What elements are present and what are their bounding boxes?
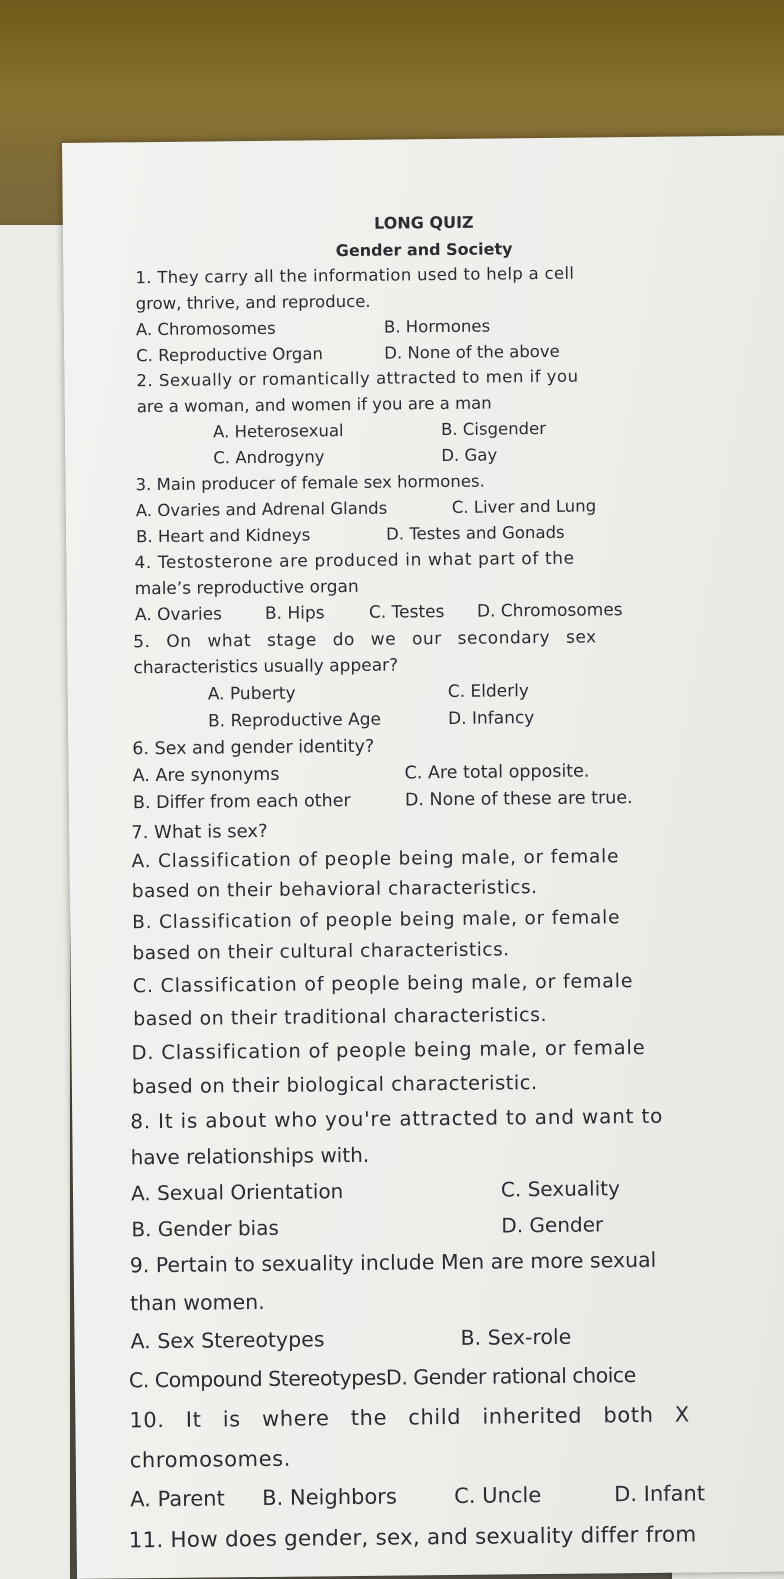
choice-5b: B. Reproductive Age bbox=[207, 709, 382, 732]
choice-3b: B. Heart and Kidneys bbox=[136, 525, 311, 547]
question-1-line-2: grow, thrive, and reproduce. bbox=[135, 291, 371, 314]
choice-5c: C. Elderly bbox=[447, 681, 530, 702]
choice-7b-line-1: B. Classification of people being male, or female bbox=[132, 907, 621, 934]
choice-4a: A. Ovaries bbox=[134, 604, 223, 626]
question-5-line-1: 5. On what stage do we our secondary sex bbox=[133, 627, 597, 653]
choice-9a: A. Sex Stereotypes bbox=[130, 1327, 325, 1354]
choice-8c: C. Sexuality bbox=[500, 1176, 620, 1202]
choice-1c: C. Reproductive Organ bbox=[136, 344, 323, 366]
choice-1a: A. Chromosomes bbox=[135, 318, 276, 340]
question-6-line-1: 6. Sex and gender identity? bbox=[132, 736, 375, 760]
choice-2b: B. Cisgender bbox=[440, 418, 547, 440]
choice-4d: D. Chromosomes bbox=[476, 600, 623, 622]
choice-8a: A. Sexual Orientation bbox=[130, 1179, 344, 1206]
choice-2d: D. Gay bbox=[441, 445, 498, 466]
choice-4c: C. Testes bbox=[368, 602, 445, 623]
choice-1d: D. None of the above bbox=[384, 341, 560, 363]
choice-7d-line-1: D. Classification of people being male, or female bbox=[131, 1035, 646, 1065]
question-5-line-2: characteristics usually appear? bbox=[133, 655, 399, 679]
question-10-line-2: chromosomes. bbox=[129, 1446, 292, 1473]
choice-8b: B. Gender bias bbox=[131, 1215, 279, 1242]
quiz-paper bbox=[62, 135, 784, 1578]
choice-8d: D. Gender bbox=[501, 1212, 604, 1238]
question-9-line-2: than women. bbox=[130, 1289, 265, 1316]
choice-3a: A. Ovaries and Adrenal Glands bbox=[135, 498, 388, 521]
choice-6c: C. Are total opposite. bbox=[404, 761, 590, 784]
choice-6d: D. None of these are true. bbox=[404, 788, 633, 811]
choice-5a: A. Puberty bbox=[207, 683, 296, 705]
choice-7b-line-2: based on their cultural characteristics. bbox=[132, 939, 510, 965]
question-8-line-2: have relationships with. bbox=[130, 1142, 370, 1170]
question-4-line-2: male’s reproductive organ bbox=[134, 576, 359, 600]
choice-3c: C. Liver and Lung bbox=[451, 496, 597, 517]
choice-10b: B. Neighbors bbox=[262, 1484, 397, 1510]
choice-7c-line-1: C. Classification of people being male, or female bbox=[132, 970, 634, 998]
choice-1b: B. Hormones bbox=[383, 316, 491, 337]
choice-10c: C. Uncle bbox=[454, 1483, 542, 1508]
choice-9c-d: C. Compound StereotypesD. Gender rational choice bbox=[128, 1363, 636, 1393]
background-sheet bbox=[0, 225, 70, 1579]
quiz-title: LONG QUIZ bbox=[374, 212, 474, 233]
choice-10d: D. Infant bbox=[614, 1481, 706, 1507]
choice-6a: A. Are synonyms bbox=[132, 764, 280, 787]
choice-9b: B. Sex-role bbox=[460, 1324, 572, 1350]
question-2-line-1: 2. Sexually or romantically attracted to men if you bbox=[136, 366, 579, 391]
question-11-line-1: 11. How does gender, sex, and sexuality differ from bbox=[128, 1522, 697, 1554]
choice-7c-line-2: based on their traditional characteristics. bbox=[133, 1003, 548, 1031]
question-9-line-1: 9. Pertain to sexuality include Men are more sexual bbox=[129, 1247, 657, 1278]
question-3-line-1: 3. Main producer of female sex hormones. bbox=[135, 471, 485, 495]
choice-7a-line-1: A. Classification of people being male, or female bbox=[131, 846, 620, 873]
choice-7d-line-2: based on their biological characteristic. bbox=[131, 1071, 538, 1099]
choice-4b: B. Hips bbox=[264, 603, 325, 624]
question-8-line-1: 8. It is about who you're attracted to and want to bbox=[130, 1103, 664, 1134]
choice-6b: B. Differ from each other bbox=[132, 791, 351, 814]
choice-7a-line-2: based on their behavioral characteristics. bbox=[131, 877, 538, 903]
question-1-line-1: 1. They carry all the information used to help a cell bbox=[135, 263, 575, 288]
choice-2a: A. Heterosexual bbox=[212, 421, 344, 442]
choice-2c: C. Androgyny bbox=[213, 447, 325, 468]
choice-5d: D. Infancy bbox=[447, 708, 535, 729]
choice-10a: A. Parent bbox=[130, 1486, 225, 1512]
question-4-line-1: 4. Testosterone are produced in what part of the bbox=[134, 548, 575, 574]
question-10-line-1: 10. It is where the child inherited both X bbox=[129, 1402, 690, 1433]
quiz-subtitle: Gender and Society bbox=[335, 239, 513, 261]
question-2-line-2: are a woman, and women if you are a man bbox=[136, 393, 492, 417]
choice-3d: D. Testes and Gonads bbox=[386, 522, 565, 544]
question-7-line-1: 7. What is sex? bbox=[131, 820, 268, 844]
